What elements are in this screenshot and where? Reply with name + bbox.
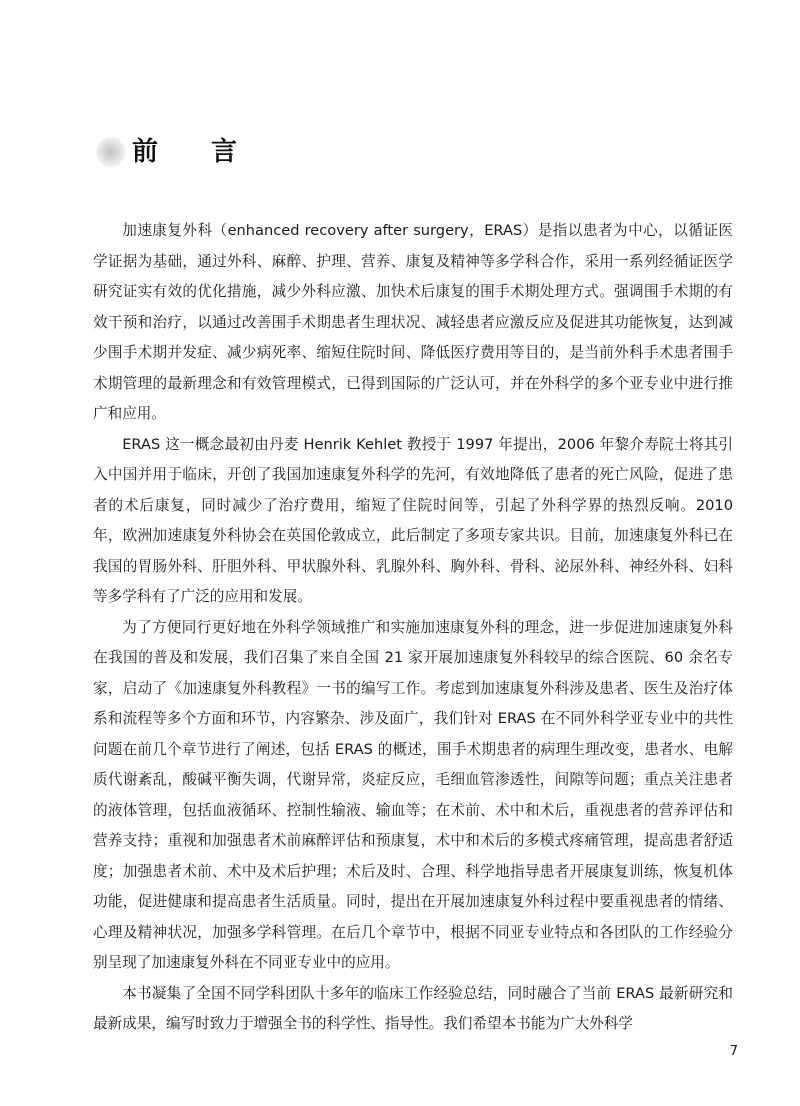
heading-decoration-dot [96,137,126,167]
paragraph-1: 加速康复外科（enhanced recovery after surgery，ERAS）是指以患者为中心，以循证医学证据为基础，通过外科、麻醉、护理、营养、康复及精神等多学科合作，采用一系列经循证医学研究证实有效的优化措施，减少外科应激、加快术后康复的围手术期处理方式。强调围手术期的有效干预和治疗，以通过改善围手术期患者生理状况、减轻患者应激反应及促进其功能恢复，达到减少围手术期并发症、减少病死率、缩短住院时间、降低医疗费用等目的，是当前外科手术患者围手术期管理的最新理念和有效管理模式，已得到国际的广泛认可，并在外科学的多个亚专业中进行推广和应用。 [93,222,733,422]
page-title: 前 言 [132,137,260,167]
page-number: 7 [729,1044,738,1059]
preface-heading [96,132,259,172]
paragraph-2: ERAS 这一概念最初由丹麦 Henrik Kehlet 教授于 1997 年提出，2006 年黎介寿院士将其引入中国并用于临床，开创了我国加速康复外科学的先河，有效地降低了患者的死亡风险，促进了患者的术后康复，同时减少了治疗费用，缩短了住院时间等，引起了外科学界的热烈反响。2010 年，欧洲加速康复外科协会在英国伦敦成立，此后制定了多项专家共识。目前，加速康复外科已在我国的胃肠外科、肝胆外科、甲状腺外科、乳腺外科、胸外科、骨科、泌尿外科、神经外科、妇科等多学科有了广泛的应用和发展。 [93,435,733,605]
paragraph-4: 本书凝集了全国不同学科团队十多年的临床工作经验总结，同时融合了当前 ERAS 最新研究和最新成果，编写时致力于增强全书的科学性、指导性。我们希望本书能为广大外科学 [93,984,733,1032]
paragraph-3: 为了方便同行更好地在外科学领域推广和实施加速康复外科的理念，进一步促进加速康复外科在我国的普及和发展，我们召集了来自全国 21 家开展加速康复外科较早的综合医院、60 余名专家，启动了《加速康复外科教程》一书的编写工作。考虑到加速康复外科涉及患者、医生及治疗体系和流程等多个方面和环节，内容繁杂、涉及面广，我们针对 ERAS 在不同外科学亚专业中的共性问题在前几个章节进行了阐述，包括 ERAS 的概述，围手术期患者的病理生理改变，患者水、电解质代谢紊乱，酸碱平衡失调，代谢异常，炎症反应，毛细血管渗透性，间隙等问题；重点关注患者的液体管理，包括血液循环、控制性输液、输血等；在术前、术中和术后，重视患者的营养评估和营养支持；重视和加强患者术前麻醉评估和预康复，术中和术后的多模式疼痛管理，提高患者舒适度；加强患者术前、术中及术后护理；术后及时、合理、科学地指导患者开展康复训练，恢复机体功能，促进健康和提高患者生活质量。同时，提出在开展加速康复外科过程中要重视患者的情绪、心理及精神状况，加强多学科管理。在后几个章节中，根据不同亚专业特点和各团队的工作经验分别呈现了加速康复外科在不同亚专业中的应用。 [93,618,733,971]
preface-body [93,216,733,1040]
